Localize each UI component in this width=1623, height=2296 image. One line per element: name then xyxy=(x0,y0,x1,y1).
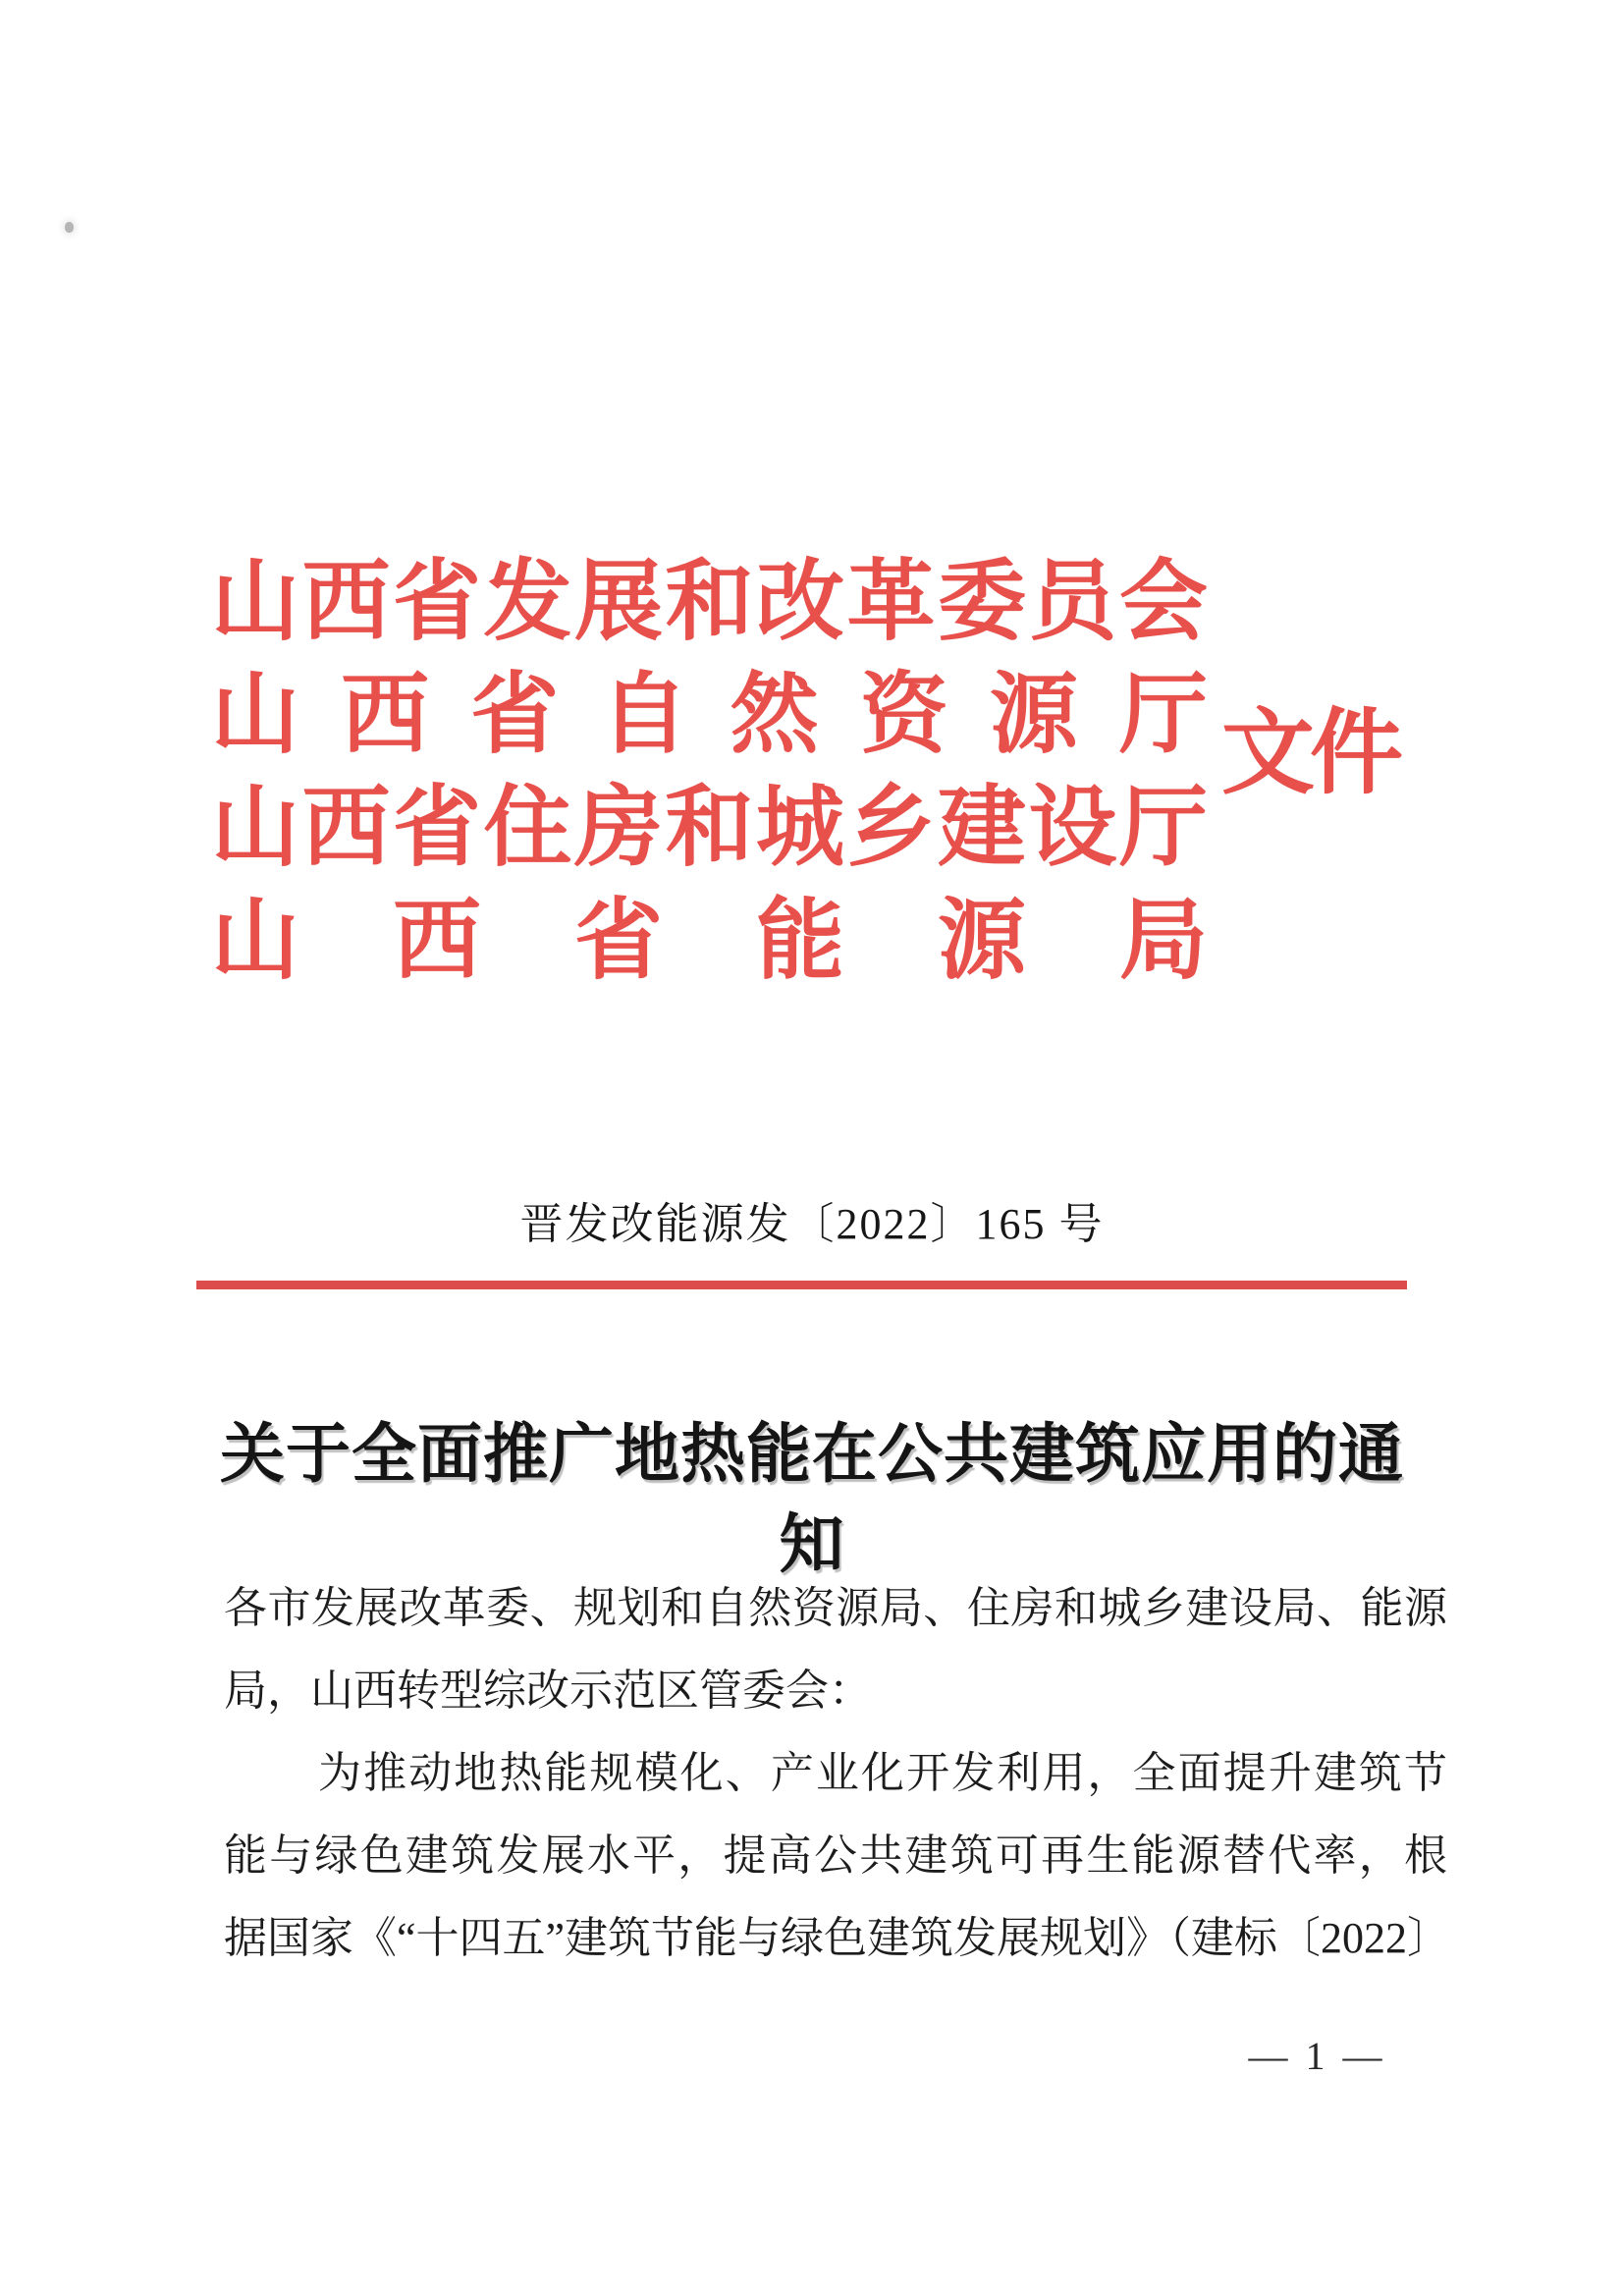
body-line-addressees-1: 各市发展改革委、规划和自然资源局、住房和城乡建设局、能源 xyxy=(224,1584,1447,1632)
red-divider-line xyxy=(196,1281,1407,1289)
agency-name-housing-urban-rural-department: 山西省住房和城乡建设厅 xyxy=(211,780,1208,877)
body-line-paragraph-2: 能与绿色建筑发展水平，提高公共建筑可再生能源替代率，根 xyxy=(224,1831,1447,1880)
document-body xyxy=(224,1567,1451,1980)
page-number: — 1 — xyxy=(1248,2034,1386,2078)
letterhead-issuing-agencies xyxy=(211,546,1208,998)
document-reference-number: 晋发改能源发〔2022〕165 号 xyxy=(519,1200,1105,1248)
document-title: 关于全面推广地热能在公共建筑应用的通知 xyxy=(220,1419,1404,1581)
agency-name-natural-resources-department: 山西省自然资源厅 xyxy=(211,667,1208,764)
agency-name-energy-bureau: 山西省能源局 xyxy=(211,893,1208,990)
body-line-addressees-2: 局，山西转型综改示范区管委会： xyxy=(224,1667,872,1715)
agency-name-development-reform-commission: 山西省发展和改革委员会 xyxy=(211,554,1208,651)
scan-artifact-mark xyxy=(65,222,74,233)
body-line-paragraph-1: 为推动地热能规模化、产业化开发利用，全面提升建筑节 xyxy=(318,1749,1447,1797)
body-line-paragraph-3: 据国家《“十四五”建筑节能与绿色建筑发展规划》（建标〔2022〕 xyxy=(224,1914,1451,1962)
doc-type-label: 文件 xyxy=(1221,701,1399,805)
